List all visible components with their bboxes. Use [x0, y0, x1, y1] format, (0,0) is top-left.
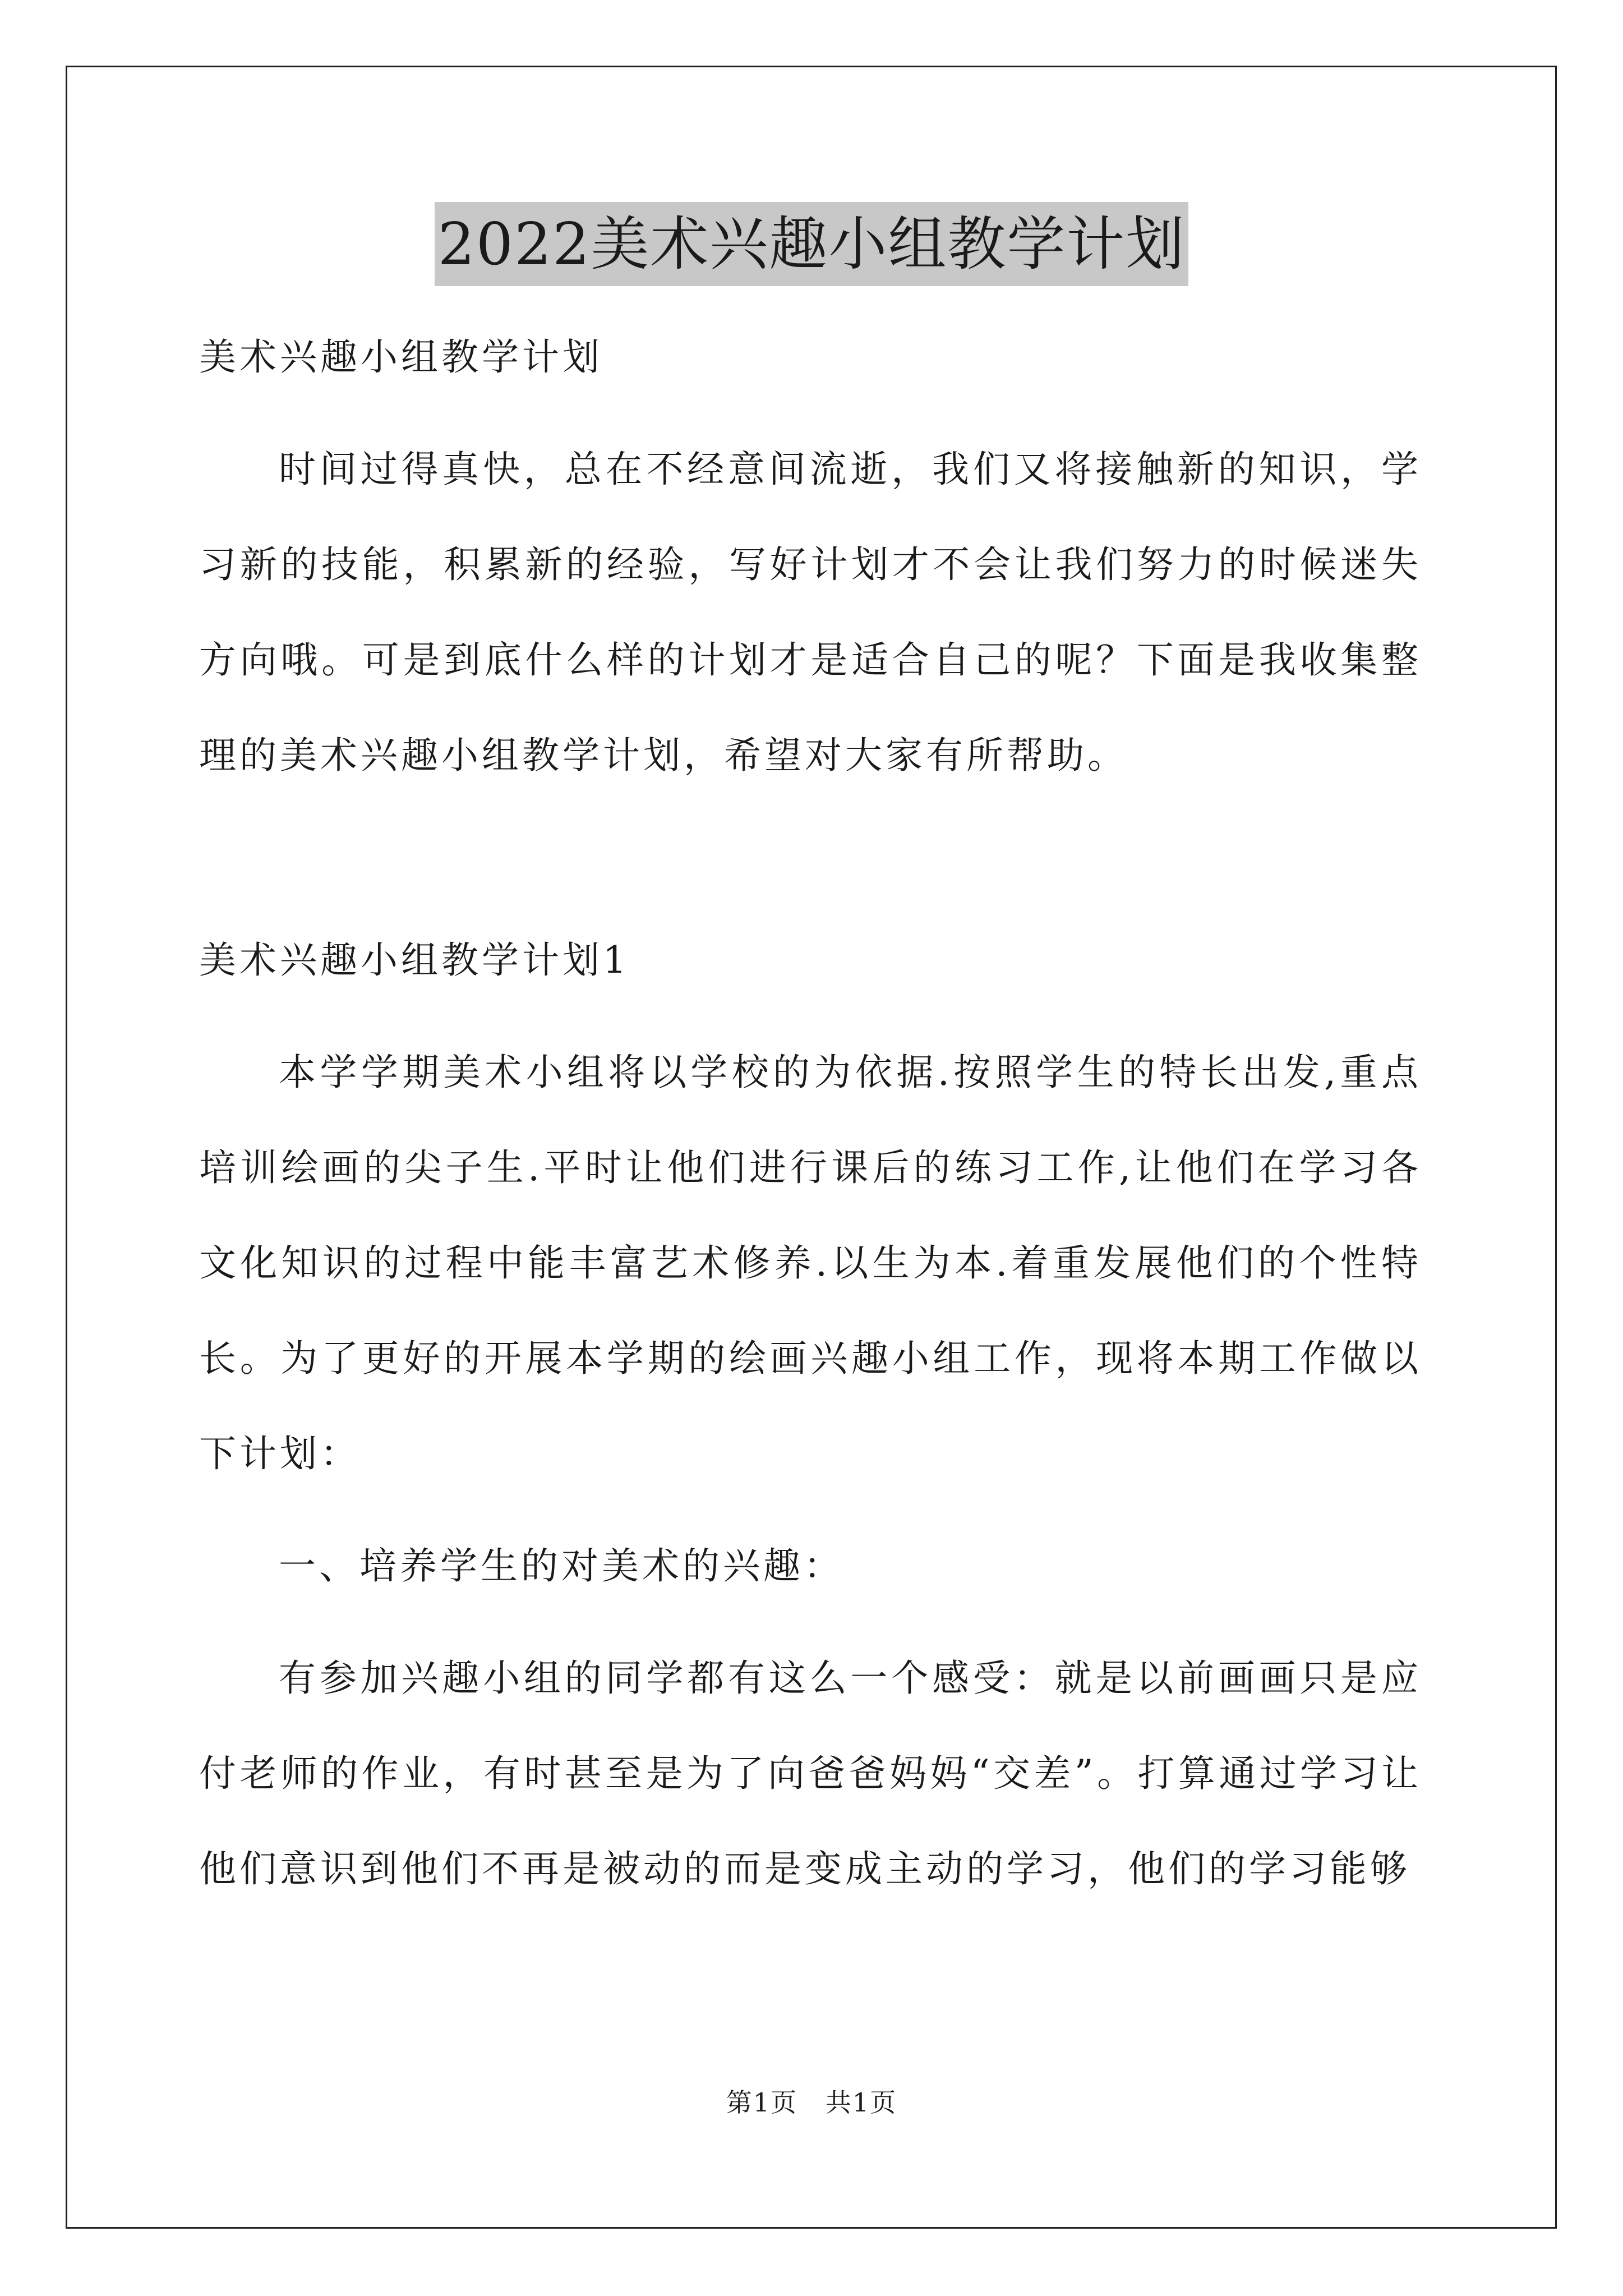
intro-paragraph: 时间过得真快，总在不经意间流逝，我们又将接触新的知识，学习新的技能，积累新的经验，写好计划才不会让我们努力的时候迷失方向哦。可是到底什么样的计划才是适合自己的呢？下面是我收集整理的美术兴趣小组教学计划，希望对大家有所帮助。 [199, 448, 1422, 777]
section-heading: 一、培养学生的对美术的兴趣： [279, 1544, 844, 1588]
body-paragraph: 有参加兴趣小组的同学都有这么一个感受：就是以前画画只是应付老师的作业，有时甚至是为了向爸爸妈妈“交差”。打算通过学习让他们意识到他们不再是被动的而是变成主动的学习，他们的学习能够 [199, 1657, 1422, 1890]
spacer [199, 405, 1422, 422]
title-container [0, 202, 1623, 286]
page-footer [0, 2086, 1623, 2119]
body-paragraph: 本学学期美术小组将以学校的为依据.按照学生的特长出发,重点培训绘画的尖子生.平时让他们进行课后的练习工作,让他们在学习各文化知识的过程中能丰富艺术修养.以生为本.着重发展他们的个性特长。为了更好的开展本学期的绘画兴趣小组工作，现将本期工作做以下计划： [199, 1051, 1422, 1475]
page-number: 第1页 共1页 [726, 2087, 897, 2118]
spacer [199, 1614, 1422, 1631]
document-body [199, 310, 1422, 1917]
spacer [199, 803, 1422, 913]
subheading: 美术兴趣小组教学计划1 [199, 938, 630, 982]
subheading: 美术兴趣小组教学计划 [199, 335, 603, 379]
spacer [199, 1008, 1422, 1025]
document-title: 2022美术兴趣小组教学计划 [435, 202, 1189, 286]
spacer [199, 1502, 1422, 1519]
